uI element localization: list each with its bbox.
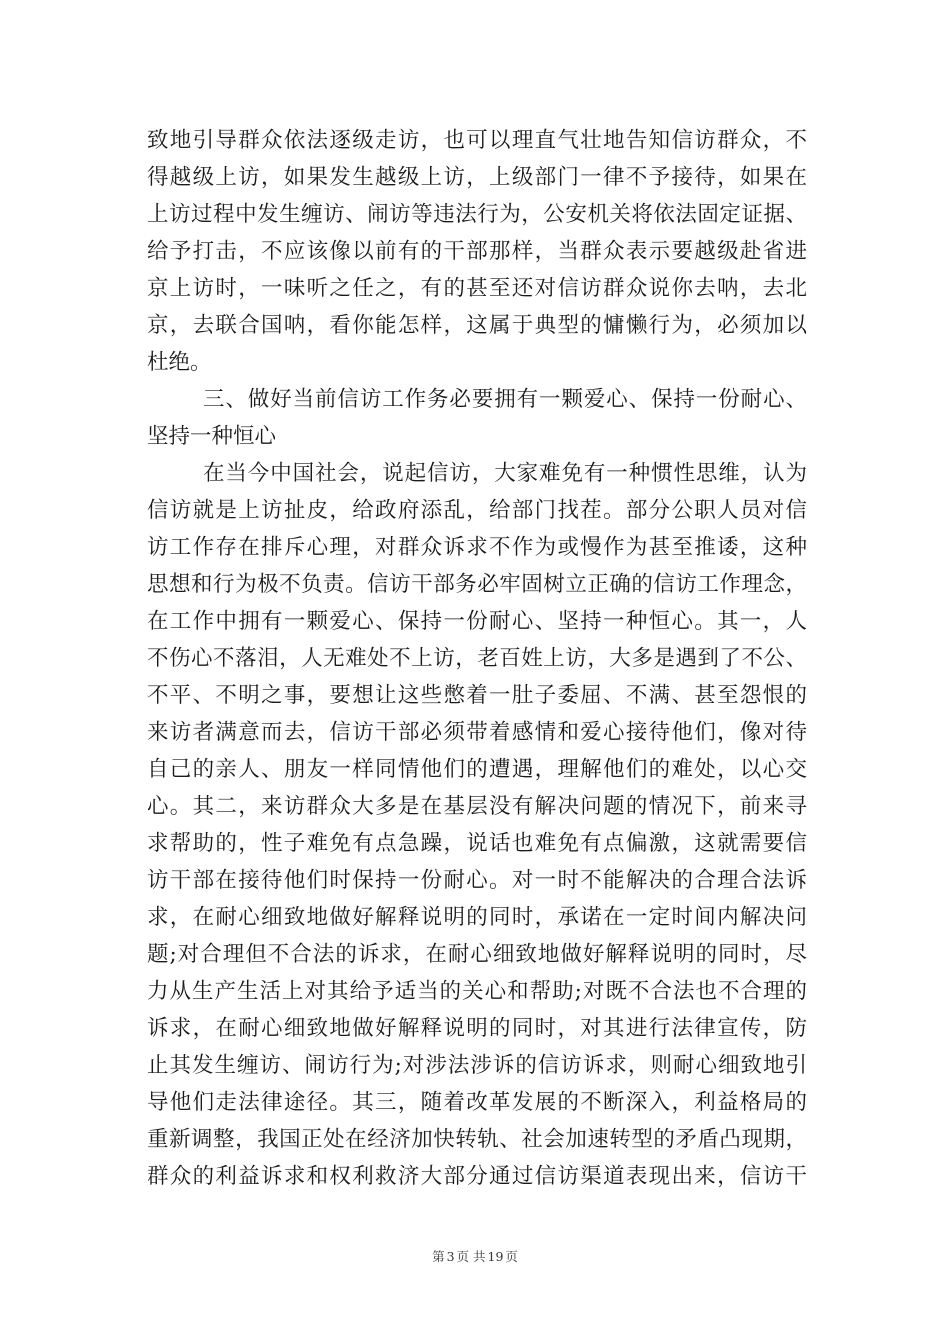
paragraph-line: 不平、不明之事，要想让这些憋着一肚子委屈、不满、甚至怨恨的 <box>147 683 807 708</box>
footer-prefix: 第 <box>432 1249 445 1264</box>
paragraph-line: 在工作中拥有一颗爱心、保持一份耐心、坚持一种恒心。其一，人 <box>147 609 807 634</box>
paragraph-line: 思想和行为极不负责。信访干部务必牢固树立正确的信访工作理念， <box>147 572 807 597</box>
paragraph-line: 给予打击，不应该像以前有的干部那样，当群众表示要越级赴省进 <box>147 239 807 264</box>
footer-suffix: 页 <box>505 1249 518 1264</box>
page-footer <box>0 1247 950 1267</box>
section-heading: 坚持一种恒心 <box>147 424 277 449</box>
paragraph-line: 杜绝。 <box>147 350 212 375</box>
paragraph-line: 访工作存在排斥心理，对群众诉求不作为或慢作为甚至推诿，这种 <box>147 535 807 560</box>
paragraph-line: 得越级上访，如果发生越级上访，上级部门一律不予接待，如果在 <box>147 165 807 190</box>
paragraph-line: 京上访时，一味听之任之，有的甚至还对信访群众说你去呐，去北 <box>147 276 807 301</box>
paragraph-line: 止其发生缠访、闹访行为;对涉法涉诉的信访诉求，则耐心细致地引 <box>147 1053 807 1078</box>
footer-middle: 页 共 <box>456 1249 486 1264</box>
current-page-number: 3 <box>446 1249 455 1264</box>
paragraph-line: 心。其二，来访群众大多是在基层没有解决问题的情况下，前来寻 <box>147 794 807 819</box>
paragraph-line: 京，去联合国呐，看你能怎样，这属于典型的慵懒行为，必须加以 <box>147 313 807 338</box>
paragraph-line: 自己的亲人、朋友一样同情他们的遭遇，理解他们的难处，以心交 <box>147 757 807 782</box>
paragraph-line: 求，在耐心细致地做好解释说明的同时，承诺在一定时间内解决问 <box>147 905 807 930</box>
paragraph-line: 信访就是上访扯皮，给政府添乱，给部门找茬。部分公职人员对信 <box>147 498 807 523</box>
paragraph-line: 题;对合理但不合法的诉求，在耐心细致地做好解释说明的同时，尽 <box>147 942 807 967</box>
paragraph-line: 致地引导群众依法逐级走访，也可以理直气壮地告知信访群众，不 <box>147 128 807 153</box>
paragraph-line: 不伤心不落泪，人无难处不上访，老百姓上访，大多是遇到了不公、 <box>147 646 807 671</box>
paragraph-line: 求帮助的，性子难免有点急躁，说话也难免有点偏激，这就需要信 <box>147 831 807 856</box>
paragraph-line: 访干部在接待他们时保持一份耐心。对一时不能解决的合理合法诉 <box>147 868 807 893</box>
paragraph-line: 群众的利益诉求和权利救济大部分通过信访渠道表现出来，信访干 <box>147 1164 807 1189</box>
paragraph-line: 诉求，在耐心细致地做好解释说明的同时，对其进行法律宣传，防 <box>147 1016 807 1041</box>
total-pages-number: 19 <box>487 1249 504 1264</box>
paragraph-line: 来访者满意而去，信访干部必须带着感情和爱心接待他们，像对待 <box>147 720 807 745</box>
paragraph-line: 导他们走法律途径。其三，随着改革发展的不断深入，利益格局的 <box>147 1090 807 1115</box>
section-heading: 三、做好当前信访工作务必要拥有一颗爱心、保持一份耐心、 <box>203 387 807 412</box>
paragraph-line: 重新调整，我国正处在经济加快转轨、社会加速转型的矛盾凸现期， <box>147 1127 807 1152</box>
paragraph-line: 上访过程中发生缠访、闹访等违法行为，公安机关将依法固定证据、 <box>147 202 807 227</box>
paragraph-line: 在当今中国社会，说起信访，大家难免有一种惯性思维，认为 <box>203 461 807 486</box>
paragraph-line: 力从生产生活上对其给予适当的关心和帮助;对既不合法也不合理的 <box>147 979 807 1004</box>
